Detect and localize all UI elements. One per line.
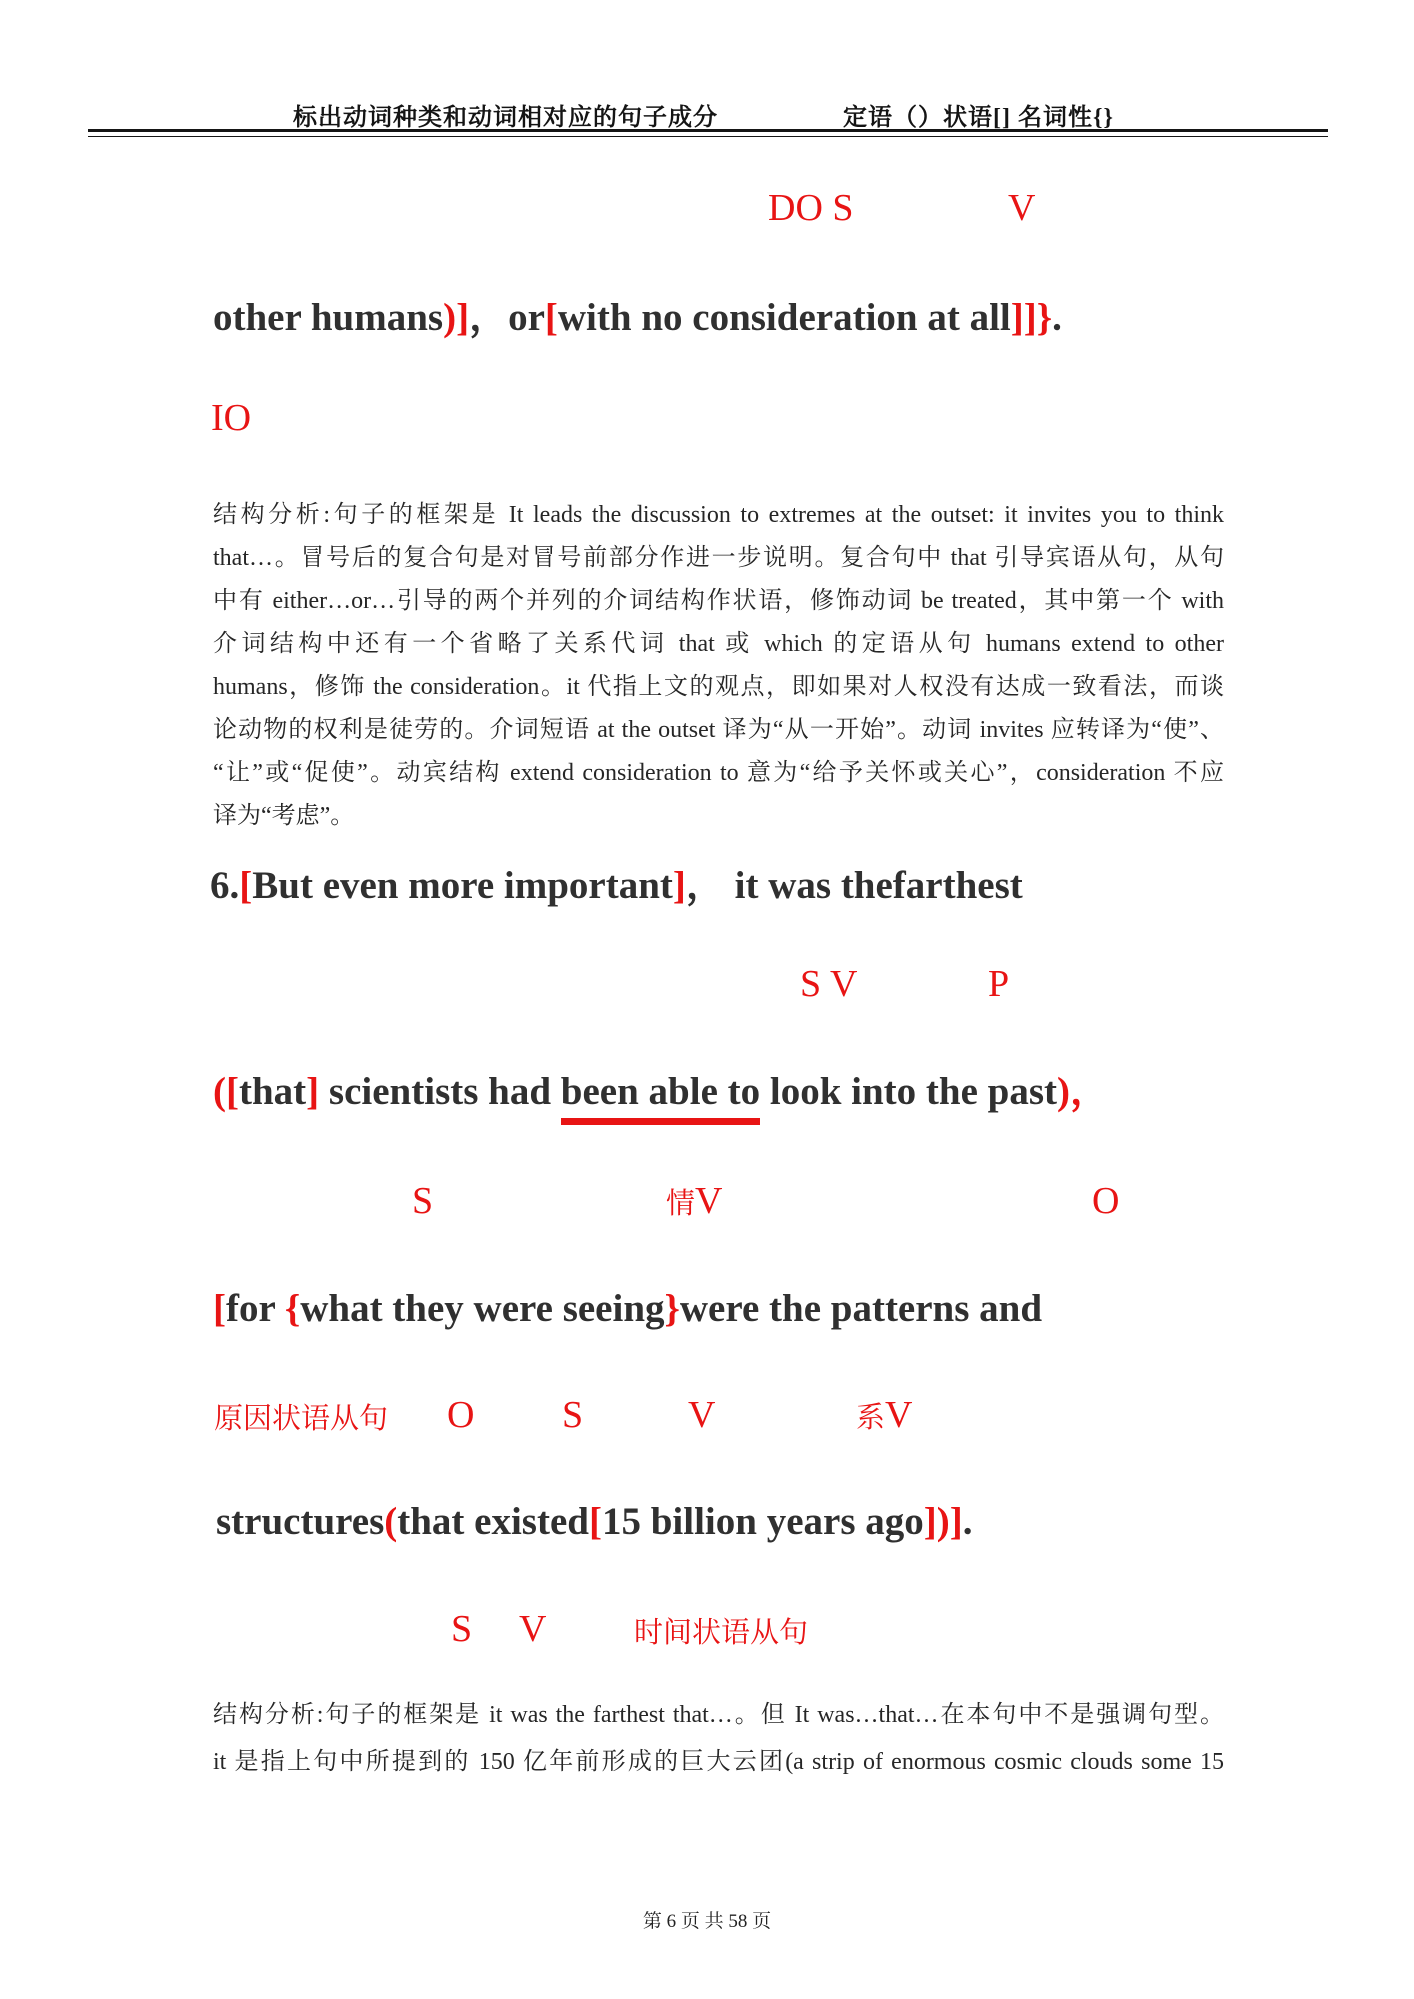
sentence-segment: )] [443, 296, 470, 339]
annotation-subject: S [412, 1180, 434, 1222]
sentence-segment: ] [672, 864, 686, 907]
paragraph-line: “让”或“促使”。动宾结构 extend consideration to 意为“给予关怀或关心”，consideration 不应 [213, 760, 1224, 786]
paragraph-line: 论动物的权利是徒劳的。介词短语 at the outset 译为“从一开始”。动词 invites 应转译为“使”、 [213, 717, 1224, 743]
annotation-object: O [1092, 1180, 1120, 1222]
sentence-segment: . [1052, 296, 1062, 339]
sentence-segment: [ [588, 1500, 602, 1543]
sentence-segment: 15 billion years ago [601, 1500, 924, 1543]
annotation-s-v: S V [800, 963, 858, 1005]
annotation-verb-2: V [688, 1394, 716, 1436]
sentence-segment: ， [469, 296, 509, 339]
annotation-p: P [988, 963, 1010, 1005]
annotation-io: IO [211, 397, 252, 439]
header-left-title: 标出动词种类和动词相对应的句子成分 [293, 105, 718, 131]
sentence-segment: ( [384, 1500, 398, 1543]
page-footer: 第 6 页 共 58 页 [642, 1911, 772, 1932]
paragraph-line: that…。冒号后的复合句是对冒号前部分作进一步说明。复合句中 that 引导宾语从句，从句 [213, 545, 1224, 571]
paragraph-line: 中有 either…or…引导的两个并列的介词结构作状语，修饰动词 be treated，其中第一个 with [213, 588, 1224, 614]
sentence-segment: ( [213, 1070, 226, 1113]
modal-label: 情 [666, 1188, 696, 1220]
annotation-time-clause-label: 时间状语从句 [634, 1617, 809, 1649]
sentence-segment: [ [213, 1287, 226, 1330]
sentence-segment: [ [239, 864, 253, 907]
sentence-segment: were the patterns and [679, 1287, 1043, 1330]
annotation-subject-3: S [451, 1608, 473, 1650]
sentence-segment: or [508, 296, 545, 339]
sentence-segment: what they were seeing [300, 1287, 665, 1330]
linking-label: 系 [856, 1402, 886, 1434]
sentence-segment: ， [685, 864, 735, 907]
sentence-segment: ]]} [1010, 296, 1053, 339]
structure-analysis-paragraph-2 [213, 1692, 1224, 1786]
annotation-reason-clause-label: 原因状语从句 [214, 1403, 389, 1435]
sentence-line-2 [213, 1070, 1109, 1115]
sentence-segment: that [239, 1070, 307, 1113]
sentence-segment: ] [306, 1070, 320, 1113]
paragraph-line: 结构分析:句子的框架是 it was the farthest that…。但 It was…that…在本句中不是强调句型。 [213, 1702, 1224, 1728]
annotation-modal-v [666, 1182, 722, 1220]
sentence-segment: scientists had [319, 1070, 561, 1113]
header-rule [88, 129, 1328, 137]
sentence-segment: { [284, 1287, 301, 1330]
sentence-segment: look into the past [760, 1070, 1058, 1113]
sentence-segment: [ [544, 296, 558, 339]
sentence-line-3 [213, 1287, 1042, 1332]
annotation-object-2: O [447, 1394, 475, 1436]
section-6-heading [210, 864, 1023, 909]
sentence-segment: . [962, 1500, 973, 1543]
sentence-segment: structures [216, 1500, 385, 1543]
structure-analysis-paragraph-1 [213, 494, 1224, 838]
annotation-do-s: DO S [768, 187, 854, 229]
paragraph-line: 结构分析:句子的框架是 It leads the discussion to extremes at the outset: it invites you to think [213, 502, 1224, 528]
sentence-segment: ])] [923, 1500, 963, 1543]
sentence-segment: But even more important [252, 864, 673, 907]
sentence-segment: 6. [210, 864, 240, 907]
paragraph-line: 介词结构中还有一个省略了关系代词 that 或 which 的定语从句 humans extend to other [213, 631, 1224, 657]
paragraph-line: 译为“考虑”。 [213, 803, 355, 829]
annotation-v: V [1008, 187, 1036, 229]
sentence-segment: ) [1057, 1070, 1071, 1113]
annotation-subject-2: S [562, 1394, 584, 1436]
sentence-line-4 [216, 1500, 972, 1545]
sentence-segment: for [226, 1287, 285, 1330]
sentence-segment: [ [226, 1070, 239, 1113]
sentence-segment: that existed [397, 1500, 589, 1543]
sentence-line-1 [213, 296, 1062, 341]
sentence-segment: it was thefarthest [734, 864, 1023, 907]
sentence-segment: been able to [561, 1070, 760, 1125]
sentence-segment: } [664, 1287, 680, 1330]
annotation-linking-v [856, 1396, 912, 1434]
sentence-segment: with no consideration at all [557, 296, 1011, 339]
sentence-segment: ， [1070, 1070, 1110, 1113]
header-right-title: 定语（）状语[] 名词性{} [843, 105, 1114, 131]
annotation-verb-3: V [519, 1608, 547, 1650]
paragraph-line: humans，修饰 the consideration。it 代指上文的观点，即如果对人权没有达成一致看法，而谈 [213, 674, 1224, 700]
sentence-segment: other humans [213, 296, 444, 339]
linking-v-letter: V [885, 1394, 913, 1436]
modal-v-letter: V [695, 1180, 723, 1222]
paragraph-line: it 是指上句中所提到的 150 亿年前形成的巨大云团(a strip of enormous cosmic clouds some 15 [213, 1749, 1224, 1775]
